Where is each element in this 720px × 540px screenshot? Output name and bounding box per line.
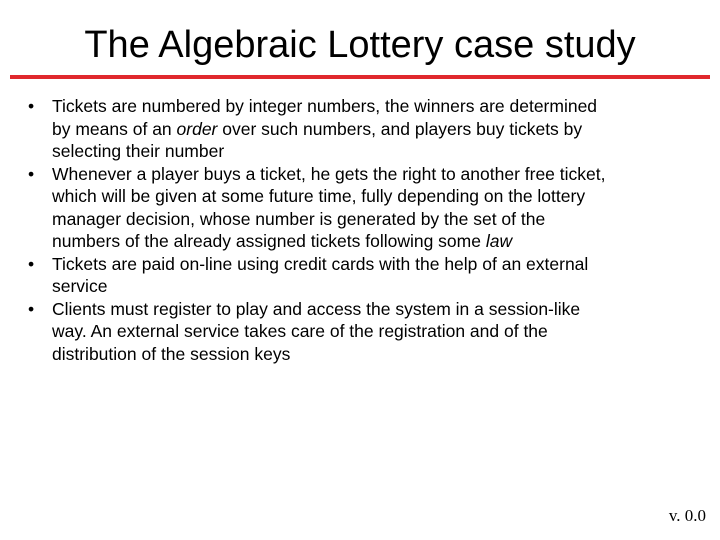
bullet-item bbox=[28, 253, 700, 298]
bullet-line: which will be given at some future time, fully depending on the lottery bbox=[52, 186, 586, 206]
bullet-text: by means of an bbox=[52, 118, 177, 139]
bullet-line: Clients must register to play and access the system in a session-like bbox=[52, 298, 581, 319]
bullet-glyph: • bbox=[28, 163, 35, 184]
bullet-glyph: • bbox=[28, 253, 35, 274]
bullet-line: service bbox=[52, 276, 108, 296]
bullet-line bbox=[52, 230, 700, 253]
bullet-line: selecting their number bbox=[52, 141, 225, 161]
bullet-glyph: • bbox=[28, 96, 35, 116]
bullet-line: Tickets are numbered by integer numbers, the winners are determined bbox=[52, 96, 598, 116]
emphasis-text: order bbox=[176, 118, 218, 139]
bullet-item bbox=[28, 298, 700, 366]
title-underline bbox=[10, 75, 710, 79]
bullet-line bbox=[52, 118, 700, 141]
bullet-text: numbers of the already assigned tickets following some bbox=[52, 231, 486, 251]
bullet-line: way. An external service takes care of the registration and of the bbox=[52, 321, 548, 341]
bullet-line: manager decision, whose number is generated by the set of the bbox=[52, 208, 546, 229]
emphasis-text: law bbox=[485, 231, 513, 251]
bullet-line: Tickets are paid on-line using credit cards with the help of an external bbox=[52, 253, 589, 274]
bullet-list bbox=[28, 95, 700, 365]
version-label: v. 0.0 bbox=[668, 506, 706, 525]
slide-title: The Algebraic Lottery case study bbox=[84, 24, 636, 66]
bullet-text: over such numbers, and players buy tickets by bbox=[217, 118, 583, 139]
bullet-line: Whenever a player buys a ticket, he gets the right to another free ticket, bbox=[52, 163, 606, 184]
bullet-glyph: • bbox=[28, 298, 35, 319]
bullet-line: distribution of the session keys bbox=[52, 343, 291, 364]
bullet-item bbox=[28, 95, 700, 163]
bullet-item bbox=[28, 163, 700, 253]
